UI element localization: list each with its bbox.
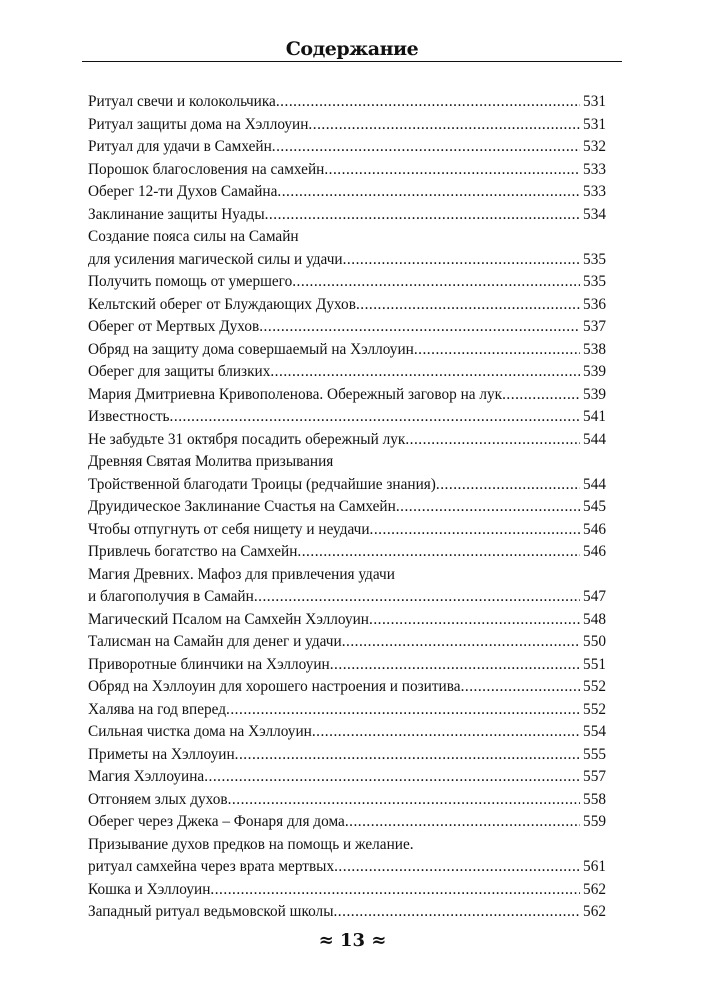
toc-entry: [88, 609, 606, 632]
header-rule: [82, 61, 622, 62]
toc-entry-page: 537: [583, 318, 606, 335]
toc-entry: [88, 114, 606, 137]
dot-leader: [342, 631, 580, 654]
toc-entry-page: 550: [583, 633, 606, 650]
toc-entry-title: Западный ритуал ведьмовской школы: [88, 903, 334, 920]
dot-leader: [333, 901, 580, 924]
toc-entry: [88, 541, 606, 564]
table-of-contents: [88, 91, 606, 924]
toc-entry-page: 534: [583, 205, 606, 223]
toc-entry-title: Чтобы отпугнуть от себя нищету и неудачи: [88, 520, 370, 538]
toc-entry-page: 531: [583, 93, 606, 110]
dot-leader: [436, 474, 580, 497]
toc-entry-title: Приметы на Хэллоуин: [88, 745, 235, 763]
toc-entry: [88, 901, 606, 924]
toc-entry: [88, 766, 606, 789]
toc-entry-title: Тройственной благодати Троицы (редчайшие знания): [88, 475, 436, 493]
dot-leader: [370, 519, 580, 542]
toc-entry-title: Отгоняем злых духов: [88, 790, 228, 808]
toc-entry-page: 552: [583, 678, 606, 695]
toc-entry-page: 539: [583, 385, 606, 403]
toc-entry-title: Обряд на Хэллоуин для хорошего настроения и позитива: [88, 678, 461, 695]
toc-entry-title: Друидическое Заклинание Счастья на Самхейн: [88, 498, 396, 515]
toc-entry-title: Мария Дмитриевна Кривополенова. Обережный заговор на лук: [88, 385, 503, 403]
toc-entry-title: Призывание духов предков на помощь и желание.: [88, 835, 414, 853]
dot-leader: [324, 159, 580, 182]
dot-leader: [235, 744, 580, 767]
toc-entry-page: 544: [583, 475, 606, 493]
toc-entry-page: 535: [583, 250, 606, 268]
dot-leader: [270, 361, 580, 384]
toc-entry-title: Порошок благословения на самхейн: [88, 160, 325, 178]
toc-entry-page: 552: [583, 700, 606, 718]
dot-leader: [265, 204, 580, 227]
toc-entry: [88, 856, 606, 879]
toc-entry-page: 545: [583, 498, 606, 515]
toc-entry: [88, 654, 606, 677]
toc-entry-page: 555: [583, 745, 606, 763]
toc-entry-title: Древняя Святая Молитва призывания: [88, 453, 334, 470]
toc-entry-title: Оберег от Мертвых Духов: [88, 318, 260, 335]
toc-entry-title: Заклинание защиты Нуады: [88, 205, 265, 223]
toc-entry-page: 557: [583, 768, 606, 785]
toc-entry: [88, 406, 606, 429]
toc-entry-title: Магия Древних. Мафоз для привлечения удачи: [88, 565, 395, 583]
toc-entry-title: Получить помощь от умершего: [88, 273, 293, 290]
toc-entry-title: Магия Хэллоуина: [88, 768, 205, 785]
toc-entry-title: для усиления магической силы и удачи: [88, 250, 343, 268]
toc-entry-page: 548: [583, 610, 606, 628]
toc-entry-title: ритуал самхейна через врата мертвых: [88, 858, 335, 875]
toc-entry-page: 546: [583, 520, 606, 538]
toc-entry-page: 539: [583, 363, 606, 380]
toc-entry: [88, 361, 606, 384]
toc-entry: [88, 474, 606, 497]
toc-entry: [88, 429, 606, 452]
toc-entry-title: Ритуал свечи и колокольчика: [88, 93, 276, 110]
toc-entry-title: Оберег 12-ти Духов Самайна: [88, 183, 278, 200]
toc-entry-page: 532: [583, 138, 606, 155]
dot-leader: [356, 294, 580, 317]
toc-entry-title: Не забудьте 31 октября посадить обережный лук: [88, 430, 406, 448]
dot-leader: [308, 114, 580, 137]
dot-leader: [259, 316, 580, 339]
toc-entry-page: 554: [583, 723, 606, 740]
dot-leader: [461, 676, 580, 699]
toc-entry-title: Оберег для защиты близких: [88, 363, 271, 380]
toc-entry: [88, 249, 606, 272]
dot-leader: [276, 91, 580, 114]
toc-entry: [88, 744, 606, 767]
toc-entry-title: Оберег через Джека – Фонаря для дома: [88, 813, 345, 830]
toc-entry-page: 547: [583, 588, 606, 605]
toc-entry: [88, 204, 606, 227]
dot-leader: [396, 496, 580, 519]
dot-leader: [330, 654, 580, 677]
page-number: ≈ 13 ≈: [318, 930, 387, 951]
toc-entry: [88, 91, 606, 114]
dot-leader: [343, 249, 580, 272]
dot-leader: [204, 766, 580, 789]
toc-entry-page: 541: [583, 408, 606, 425]
toc-entry: [88, 159, 606, 182]
toc-entry: [88, 564, 606, 587]
toc-entry-page: 561: [583, 858, 606, 875]
toc-entry-title: Сильная чистка дома на Хэллоуин: [88, 723, 312, 740]
toc-entry: [88, 721, 606, 744]
toc-entry: [88, 699, 606, 722]
toc-entry: [88, 586, 606, 609]
toc-entry: [88, 226, 606, 249]
dot-leader: [228, 789, 580, 812]
toc-entry-page: 562: [583, 903, 606, 920]
toc-entry-page: 536: [583, 295, 606, 313]
dot-leader: [277, 181, 580, 204]
toc-entry-title: Халява на год вперед: [88, 700, 227, 718]
toc-entry: [88, 451, 606, 474]
toc-entry-page: 535: [583, 273, 606, 290]
toc-entry-page: 531: [583, 115, 606, 133]
page-title: Содержание: [285, 38, 419, 60]
toc-entry: [88, 136, 606, 159]
toc-entry-title: Приворотные блинчики на Хэллоуин: [88, 655, 330, 673]
toc-entry-title: Ритуал для удачи в Самхейн: [88, 138, 272, 155]
toc-entry: [88, 676, 606, 699]
dot-leader: [414, 339, 580, 362]
toc-entry: [88, 384, 606, 407]
dot-leader: [345, 811, 580, 834]
dot-leader: [334, 856, 580, 879]
toc-entry-title: Создание пояса силы на Самайн: [88, 228, 299, 245]
dot-leader: [226, 699, 580, 722]
toc-entry-title: Кельтский оберег от Блуждающих Духов: [88, 295, 356, 313]
toc-entry: [88, 316, 606, 339]
toc-entry: [88, 519, 606, 542]
toc-entry: [88, 271, 606, 294]
toc-entry: [88, 811, 606, 834]
dot-leader: [405, 429, 580, 452]
toc-entry: [88, 339, 606, 362]
toc-entry-page: 533: [583, 183, 606, 200]
toc-entry-page: 546: [583, 543, 606, 560]
toc-entry-page: 551: [583, 655, 606, 673]
toc-entry-title: Известность: [88, 408, 170, 425]
toc-entry-title: Талисман на Самайн для денег и удачи: [88, 633, 342, 650]
dot-leader: [170, 406, 580, 429]
toc-entry-title: Кошка и Хэллоуин: [88, 880, 211, 898]
toc-entry-title: и благополучия в Самайн: [88, 588, 254, 605]
toc-entry-page: 544: [583, 430, 606, 448]
toc-entry: [88, 834, 606, 857]
toc-entry: [88, 496, 606, 519]
toc-entry-title: Привлечь богатство на Самхейн: [88, 543, 298, 560]
toc-entry: [88, 789, 606, 812]
toc-entry-page: 558: [583, 790, 606, 808]
toc-entry-page: 559: [583, 813, 606, 830]
toc-entry-page: 562: [583, 880, 606, 898]
dot-leader: [502, 384, 580, 407]
toc-entry: [88, 879, 606, 902]
dot-leader: [272, 136, 580, 159]
dot-leader: [254, 586, 580, 609]
toc-entry-title: Магический Псалом на Самхейн Хэллоуин: [88, 610, 369, 628]
dot-leader: [292, 271, 580, 294]
toc-entry: [88, 631, 606, 654]
dot-leader: [369, 609, 580, 632]
dot-leader: [210, 879, 580, 902]
toc-entry: [88, 181, 606, 204]
dot-leader: [312, 721, 580, 744]
toc-entry-page: 538: [583, 340, 606, 358]
toc-entry-title: Ритуал защиты дома на Хэллоуин: [88, 115, 309, 133]
toc-entry: [88, 294, 606, 317]
dot-leader: [297, 541, 580, 564]
toc-entry-title: Обряд на защиту дома совершаемый на Хэллоуин: [88, 340, 414, 358]
toc-entry-page: 533: [583, 160, 606, 178]
